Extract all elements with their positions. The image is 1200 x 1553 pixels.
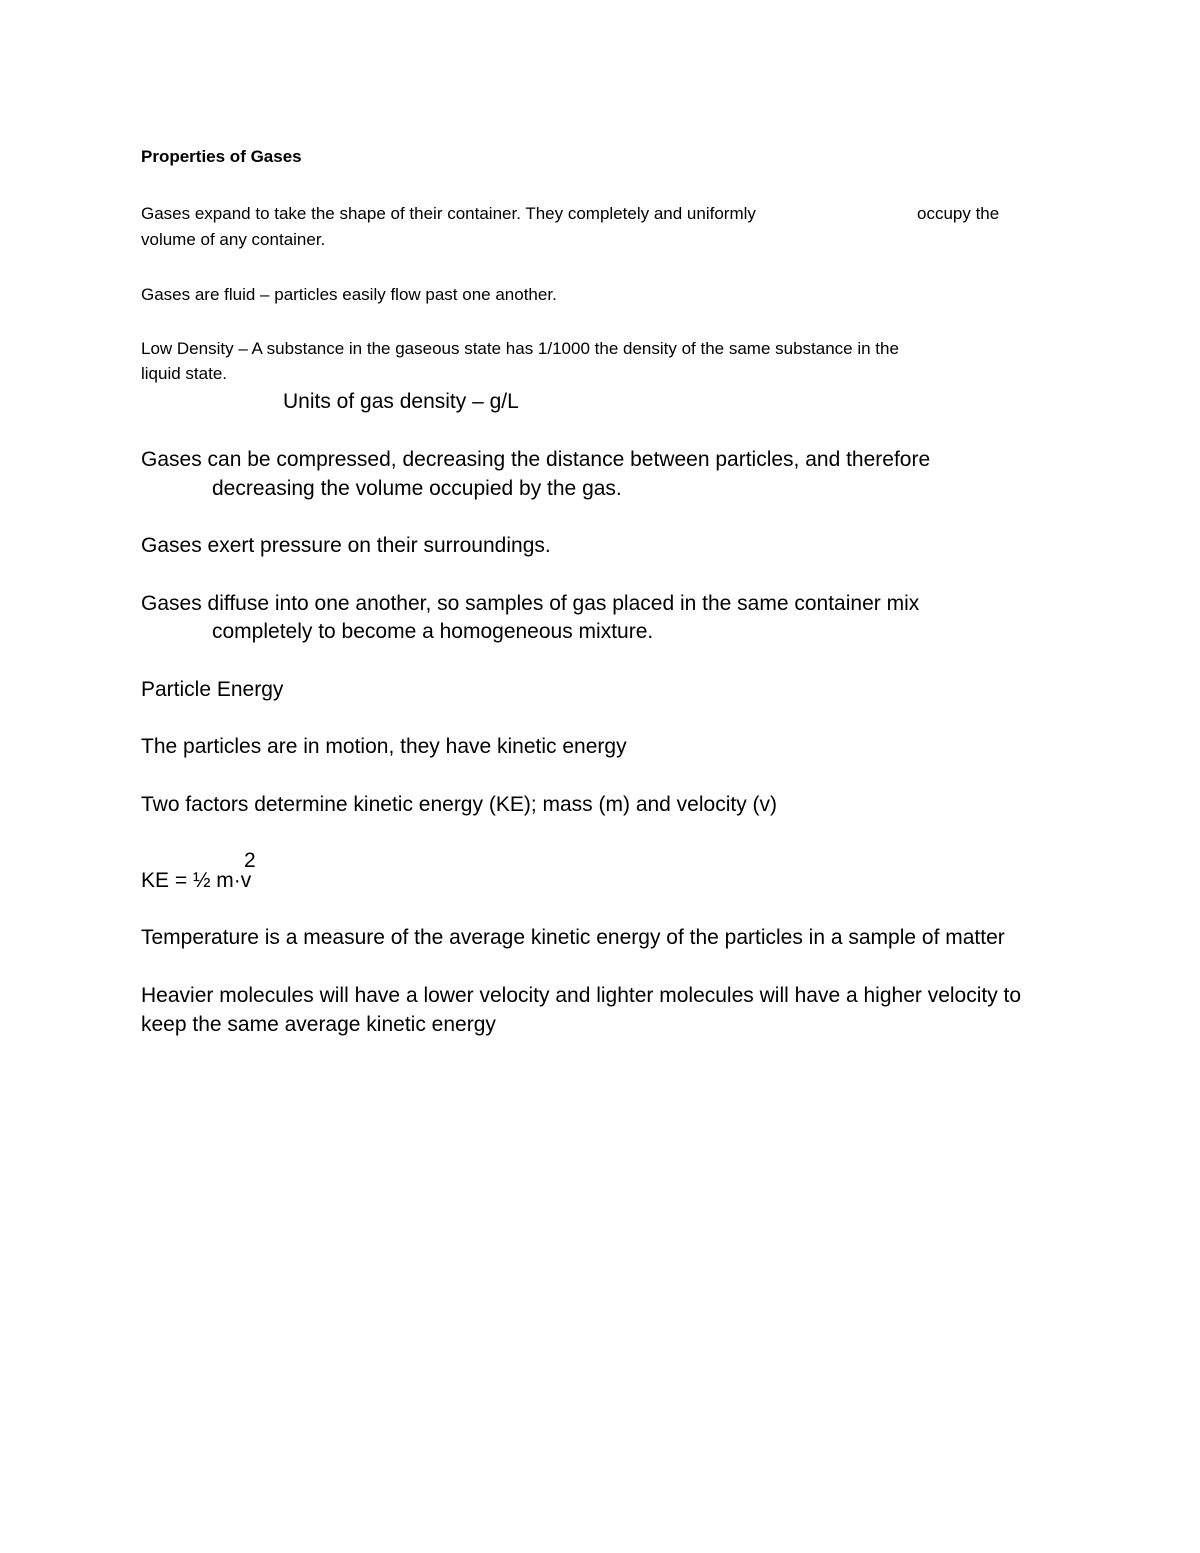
paragraph-pressure: Gases exert pressure on their surroundings.: [141, 534, 551, 557]
paragraph-expand-line-1: Gases expand to take the shape of their container. They completely and uniformly: [141, 204, 756, 223]
formula-exponent: 2: [244, 849, 256, 872]
paragraph-diffuse-line-2: completely to become a homogeneous mixture.: [212, 620, 654, 643]
paragraph-two-factors: Two factors determine kinetic energy (KE); mass (m) and velocity (v): [141, 793, 778, 816]
paragraph-kinetic-energy: The particles are in motion, they have kinetic energy: [141, 735, 627, 758]
paragraph-heavier-line-2: keep the same average kinetic energy: [141, 1013, 496, 1036]
paragraph-compressed-line-1: Gases can be compressed, decreasing the distance between particles, and therefore: [141, 448, 931, 471]
paragraph-heavier-line-1: Heavier molecules will have a lower velocity and lighter molecules will have a higher velocity to: [141, 984, 1022, 1007]
kinetic-energy-formula: KE = ½ m·v: [141, 869, 252, 892]
section-heading-particle-energy: Particle Energy: [141, 678, 284, 701]
paragraph-temperature: Temperature is a measure of the average kinetic energy of the particles in a sample of matter: [141, 926, 1005, 949]
paragraph-expand-line-1-end: occupy the: [917, 204, 1000, 223]
paragraph-density-line-1: Low Density – A substance in the gaseous state has 1/1000 the density of the same substance in the: [141, 339, 899, 358]
paragraph-compressed-line-2: decreasing the volume occupied by the gas.: [212, 477, 622, 500]
units-of-gas-density: Units of gas density – g/L: [283, 390, 519, 413]
paragraph-fluid: Gases are fluid – particles easily flow past one another.: [141, 285, 557, 304]
paragraph-diffuse-line-1: Gases diffuse into one another, so samples of gas placed in the same container mix: [141, 592, 920, 615]
page-title: Properties of Gases: [141, 147, 302, 166]
paragraph-expand-line-2: volume of any container.: [141, 230, 326, 249]
paragraph-density-line-2: liquid state.: [141, 364, 227, 383]
